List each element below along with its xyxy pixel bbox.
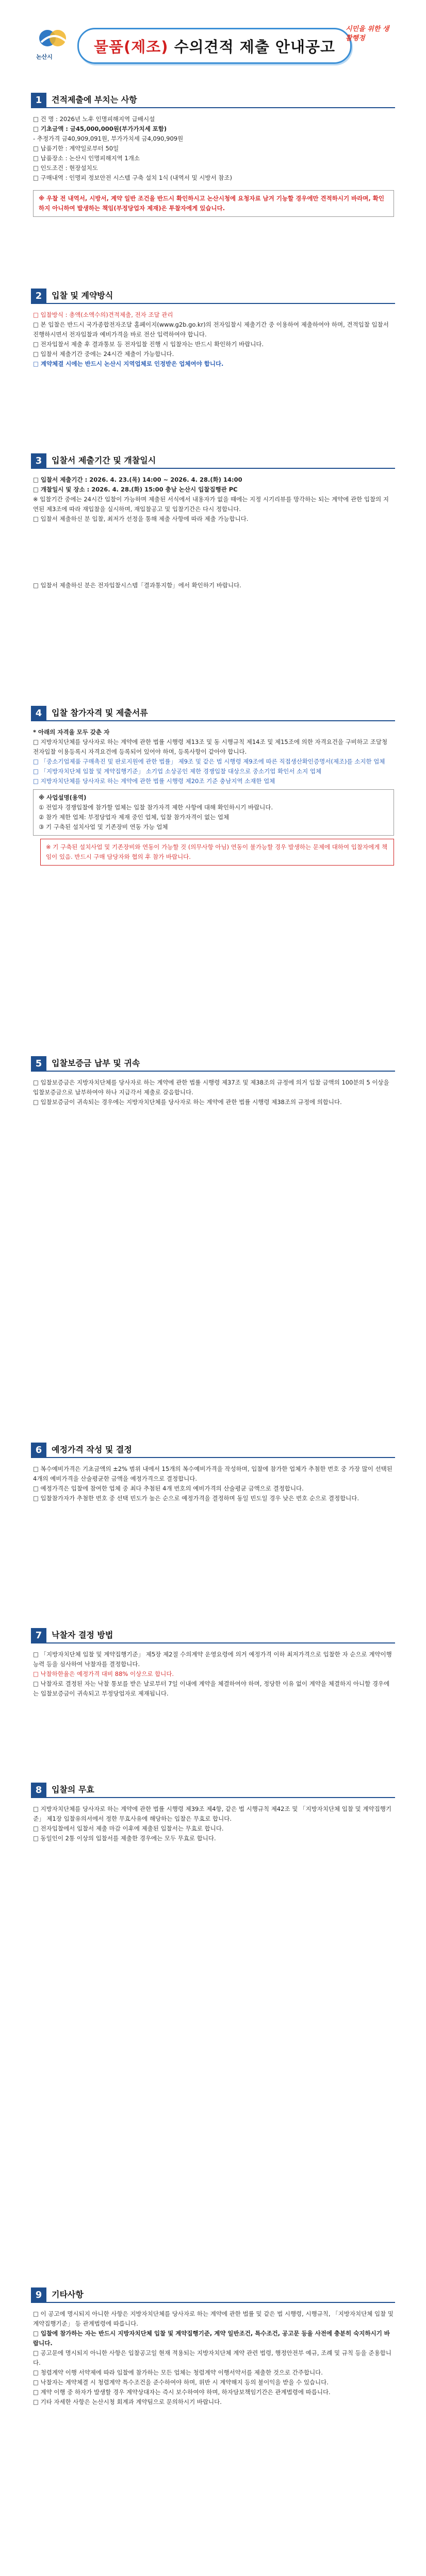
section-7-body: [33, 1650, 394, 1699]
list-item: □ 「지방자치단체 입찰 및 계약집행기준」 소기업 소상공인 제한 경쟁입찰 대상으로 중소기업 확인서 소지 업체: [33, 768, 322, 775]
section-5-header: [31, 1056, 395, 1072]
list-lead: * 아래의 자격을 모두 갖춘 자: [33, 728, 110, 736]
notice-box: [33, 190, 394, 217]
section-1-body: [33, 114, 394, 220]
list-item: □ 입찰보증금은 지방자치단체를 당사자로 하는 계약에 관한 법률 시행령 제37조 및 제38조의 규정에 의거 입찰 금액의 100분의 5 이상을 입찰보증금으로 납부하여야 하나 지급각서 제출로 갈음합니다.: [33, 1079, 389, 1096]
list-item: □ 납품장소 : 논산시 인명피해지역 1개소: [33, 155, 140, 162]
section-number: 9: [31, 2287, 46, 2303]
section-number: 3: [31, 453, 46, 469]
list-item: □ 인도조건 : 현장설치도: [33, 164, 98, 172]
list-item: □ 「중소기업제품 구매촉진 및 판로지원에 관한 법률」 제9조 및 같은 법 시행령 제9조에 따른 직접생산확인증명서(제조)를 소지한 업체: [33, 758, 385, 765]
qualification-box: [33, 789, 394, 836]
box-item: ① 전업자 경쟁입찰에 참가할 업체는 입찰 참가자격 제한 사항에 대해 확인하시기 바랍니다.: [39, 804, 273, 811]
list-item: □ 지방자치단체를 당사자로 하는 계약에 관한 법률 시행령 제39조 제4항, 같은 법 시행규칙 제42조 및 「지방자치단체 입찰 및 계약집행기준」 제1장 입찰유의서에서 정한 무효사유에 해당하는 입찰은 무효로 합니다.: [33, 1805, 391, 1822]
section-3-body: [33, 475, 394, 590]
list-item: □ 계약 이행 중 하자가 발생할 경우 계약상대자는 즉시 보수하여야 하며, 하자담보책임기간은 관계법령에 따릅니다.: [33, 2388, 331, 2396]
section-title: 예정가격 작성 및 결정: [46, 1443, 395, 1458]
list-item: □ 기타 자세한 사항은 논산시청 회계과 계약팀으로 문의하시기 바랍니다.: [33, 2398, 222, 2405]
list-item: □ 건 명 : 2026년 노후 인명피해지역 급배시설: [33, 115, 155, 123]
list-item: □ 낙찰하한율은 예정가격 대비 88% 이상으로 합니다.: [33, 1670, 174, 1677]
list-item: □ 입찰서 제출하신 분은 전자입찰시스템「결과통지함」에서 확인하기 바랍니다.: [33, 582, 241, 589]
list-item: □ 지방자치단체를 당사자로 하는 계약에 관한 법률 시행령 제20조 기준 충남지역 소재한 업체: [33, 777, 275, 785]
notice-header: [31, 21, 395, 72]
section-8-header: [31, 1783, 395, 1798]
city-logo: [36, 27, 72, 58]
list-item: □ 입찰에 참가하는 자는 반드시 지방자치단체 입찰 및 계약집행기준, 계약 일반조건, 특수조건, 공고문 등을 사전에 충분히 숙지하시기 바랍니다.: [33, 2330, 390, 2347]
box-item: ② 참가 제한 업체: 부정당업자 제재 중인 업체, 입찰 참가자격이 없는 업체: [39, 814, 230, 821]
warning-box: [40, 839, 394, 866]
section-title: 입찰보증금 납부 및 귀속: [46, 1056, 395, 1072]
section-number: 2: [31, 289, 46, 304]
section-6-body: [33, 1464, 394, 1503]
section-title: 입찰의 무효: [46, 1783, 395, 1798]
section-title: 견적제출에 부치는 사항: [46, 93, 395, 108]
list-item: □ 공고문에 명시되지 아니한 사항은 입찰공고일 현재 적용되는 지방자치단체 계약 관련 법령, 행정안전부 예규, 조례 및 규칙 등을 준용합니다.: [33, 2349, 391, 2366]
section-title: 기타사항: [46, 2287, 395, 2303]
list-item: □ 입찰서 제출기간 : 2026. 4. 23.(목) 14:00 ~ 2026. 4. 28.(화) 14:00: [33, 476, 242, 483]
list-item: □ 계약체결 시에는 반드시 논산시 지역업체로 인정받은 업체여야 합니다.: [33, 360, 224, 367]
section-9-body: [33, 2309, 394, 2407]
list-item: □ 입찰참가자가 추첨한 번호 중 선택 빈도가 높은 순으로 예정가격을 결정하며 동일 빈도일 경우 낮은 번호 순으로 결정합니다.: [33, 1495, 359, 1502]
warning-note: ※ 기 구축된 설치사업 및 기존장비와 연동이 가능할 것 (의무사항 아님) 연동이 불가능할 경우 발생하는 문제에 대하여 입찰자에게 책임이 있음. 반드시 구매 담당자와 협의 후 참가 바랍니다.: [46, 843, 388, 860]
section-number: 5: [31, 1056, 46, 1072]
section-8-body: [33, 1804, 394, 1843]
section-title: 낙찰자 결정 방법: [46, 1628, 395, 1643]
section-4-body: [33, 727, 394, 869]
list-item: □ 전자입찰서 제출 후 결과통보 등 전자입찰 진행 시 입찰자는 반드시 확인하기 바랍니다.: [33, 341, 264, 348]
list-item: - 추정가격 금40,909,091원, 부가가치세 금4,090,909원: [33, 135, 184, 142]
list-item: □ 전자입찰에서 입찰서 제출 마감 이후에 제출된 입찰서는 무효로 합니다.: [33, 1825, 224, 1832]
city-emblem-icon: [36, 27, 72, 50]
list-item: □ 납품기한 : 계약일로부터 50일: [33, 145, 119, 152]
page-title: 물품(제조) 수의견적 제출 안내공고: [93, 38, 335, 56]
list-item: □ 「지방자치단체 입찰 및 계약집행기준」 제5장 제2절 수의계약 운영요령에 의거 예정가격 이하 최저가격으로 입찰한 자 순으로 계약이행능력 등을 심사하여 낙찰자를 결정합니다.: [33, 1651, 392, 1668]
list-item: □ 개찰일시 및 장소 : 2026. 4. 28.(화) 15:00 충남 논산시 입찰집행관 PC: [33, 486, 238, 493]
list-item: □ 구매내역 : 인명피 정보안전 시스템 구축 설치 1식 (내역서 및 시방서 참조): [33, 174, 232, 181]
section-4-header: [31, 706, 395, 721]
section-3-header: [31, 453, 395, 469]
section-number: 4: [31, 706, 46, 721]
list-item: □ 입찰서 제출하신 분 입찰, 최저가 선정을 통해 제출 사항에 따라 제출 가능합니다.: [33, 515, 249, 522]
list-item: □ 동일인이 2통 이상의 입찰서를 제출한 경우에는 모두 무효로 합니다.: [33, 1835, 216, 1842]
list-item: □ 예정가격은 입찰에 참여한 업체 중 최다 추첨된 4개 번호의 예비가격의 산술평균 금액으로 결정합니다.: [33, 1485, 304, 1492]
section-number: 1: [31, 93, 46, 108]
list-item: □ 입찰보증금이 귀속되는 경우에는 지방자치단체를 당사자로 하는 계약에 관한 법률 시행령 제38조의 규정에 의합니다.: [33, 1098, 342, 1106]
list-item: □ 기초금액 : 금45,000,000원(부가가치세 포함): [33, 125, 167, 132]
section-7-header: [31, 1628, 395, 1643]
list-item: □ 지방자치단체를 당사자로 하는 계약에 관한 법률 시행령 제13조 및 동 시행규칙 제14조 및 제15조에 의한 자격요건을 구비하고 조달청 전자입찰 이용등록시 자격요건에 등록되어 있어야 하며, 등록사항이 같아야 합니다.: [33, 738, 388, 755]
section-6-header: [31, 1443, 395, 1458]
section-1-header: [31, 93, 395, 108]
section-9-header: [31, 2287, 395, 2303]
list-item: □ 이 공고에 명시되지 아니한 사항은 지방자치단체를 당사자로 하는 계약에 관한 법률 및 같은 법 시행령, 시행규칙, 「지방자치단체 입찰 및 계약집행기준」 등 관계법령에 따릅니다.: [33, 2310, 394, 2327]
list-item: □ 청렴계약 이행 서약제에 따라 입찰에 참가하는 모든 업체는 청렴계약 이행서약서를 제출한 것으로 간주합니다.: [33, 2369, 323, 2376]
section-title: 입찰서 제출기간 및 개찰일시: [46, 453, 395, 469]
box-title: ※ 사업설명(용역): [39, 794, 87, 801]
section-title: 입찰 및 계약방식: [46, 289, 395, 304]
city-logo-label: 논산시: [36, 54, 53, 60]
list-item: □ 입찰방식 : 총액(소액수의)견적제출, 전자 조달 관리: [33, 311, 173, 318]
section-2-header: [31, 289, 395, 304]
list-item: □ 본 입찰은 반드시 국가종합전자조달 홈페이지(www.g2b.go.kr)의 전자입찰시 제출기간 중 이용하여 제출하여야 하며, 견적입찰 입찰서 진행하시면서 전자입찰과 예비가격을 바로 전산 입력하여야 합니다.: [33, 321, 389, 338]
list-item: □ 낙찰자는 계약체결 시 청렴계약 특수조건을 준수하여야 하며, 위반 시 계약해지 등의 불이익을 받을 수 있습니다.: [33, 2379, 329, 2386]
list-item: □ 복수예비가격은 기초금액의 ±2% 범위 내에서 15개의 복수예비가격을 작성하며, 입찰에 참가한 업체가 추첨한 번호 중 가장 많이 선택된 4개의 예비가격을 산술평균한 금액을 예정가격으로 결정합니다.: [33, 1465, 392, 1482]
list-item: □ 낙찰자로 결정된 자는 낙찰 통보를 받은 날로부터 7일 이내에 계약을 체결하여야 하며, 정당한 이유 없이 계약을 체결하지 아니할 경우에는 입찰보증금이 귀속되고 부정당업자로 제재됩니다.: [33, 1680, 390, 1697]
section-title: 입찰 참가자격 및 제출서류: [46, 706, 395, 721]
section-5-body: [33, 1078, 394, 1107]
section-number: 7: [31, 1628, 46, 1643]
section-number: 6: [31, 1443, 46, 1458]
title-banner: [77, 28, 352, 64]
warning-note: ※ 우찰 전 내역서, 시방서, 계약 일반 조건을 반드시 확인하시고 논산시청에 요청자료 남겨 기능할 경우에만 견적하시기 바라며, 확인하지 아니하여 발생하는 책임(부정당업자 제재)은 투찰자에게 있습니다.: [39, 195, 385, 212]
list-item: □ 입찰서 제출기간 중에는 24시간 제출이 가능합니다.: [33, 350, 174, 358]
box-item: ③ 기 구축된 설치사업 및 기존장비 연동 가능 업체: [39, 823, 168, 831]
section-number: 8: [31, 1783, 46, 1798]
slogan-logo: 시민을 위한 생활행정: [346, 25, 389, 42]
section-2-body: [33, 310, 394, 369]
list-item: ※ 입찰기간 중에는 24시간 입찰이 가능하며 제출된 서식에서 내용자가 없을 때에는 지정 시기리뷰를 망각하는 되는 계약에 관한 입찰의 지연된 제3조에 따라 재입찰을 실시하며, 재입찰공고 및 입찰기간은 다시 정합니다.: [33, 496, 389, 513]
